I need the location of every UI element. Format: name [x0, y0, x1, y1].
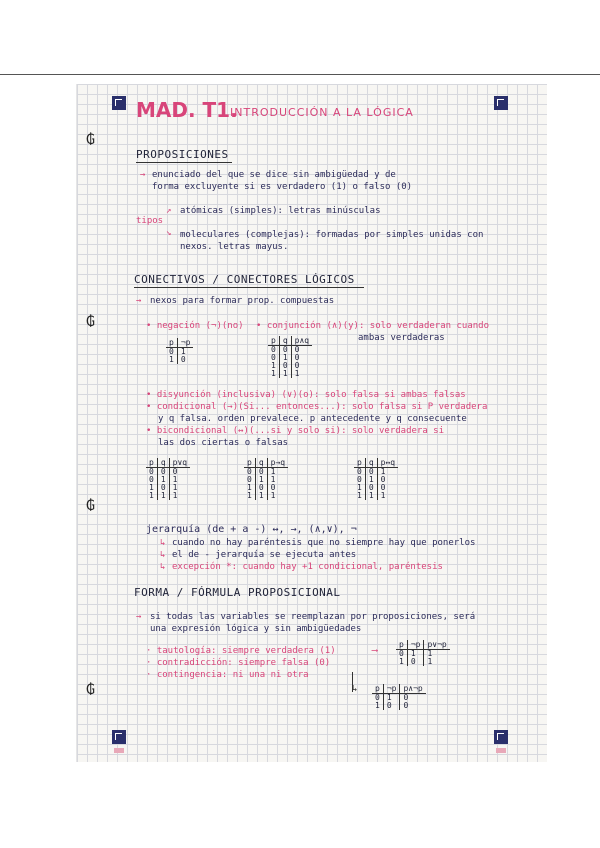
corner-marker-top-left	[112, 96, 126, 110]
negation-label: • negación (¬)(no)	[146, 321, 244, 331]
contingency-label: · contingencia: ni una ni otra	[146, 670, 309, 680]
hierarchy-line: jerarquía (de + a -) ↔, →, (∧,∨), ¬	[146, 524, 357, 535]
arrow-icon: ↘	[166, 228, 172, 238]
negation-truth-table: p ¬p 0 1 1 0	[166, 338, 193, 364]
arrow-icon: →	[140, 170, 146, 180]
arrow-icon: ↳	[160, 562, 166, 572]
binder-ring-icon: ₲	[86, 682, 95, 698]
proposition-definition: enunciado del que se dice sin ambigüedad y de	[152, 170, 396, 180]
hierarchy-exception: excepción *: cuando hay +1 condicional, paréntesis	[172, 562, 443, 572]
binder-ring-icon: ₲	[86, 314, 95, 330]
type-molecular: nexos. letras mayus.	[180, 242, 289, 252]
pink-tab-left	[114, 748, 124, 753]
disjunction-label: • disyunción (inclusiva) (∨)(o): solo falsa si ambas falsas	[146, 390, 466, 400]
formula-definition: una expresión lógica y sin ambigüedades	[150, 624, 362, 634]
corner-marker-top-right	[494, 96, 508, 110]
conjunction-label: • conjunción (∧)(y): solo verdaderan cuando	[256, 321, 489, 331]
scan-top-edge	[0, 74, 600, 75]
contradiction-truth-table: p ¬p p∧¬p 0 1 0 1 0 0	[372, 684, 426, 710]
conditional-note: y q falsa. orden prevalece. p antecedente y q consecuente	[158, 414, 467, 424]
arrow-icon: ↳	[160, 538, 166, 548]
hierarchy-note: el de - jerarquía se ejecuta antes	[172, 550, 357, 560]
connectives-heading: CONECTIVOS / CONECTORES LÓGICOS	[134, 273, 355, 286]
propositions-heading: PROPOSICIONES	[136, 148, 229, 161]
heading-underline	[136, 162, 232, 163]
binder-ring-icon: ₲	[86, 498, 95, 514]
biconditional-note: las dos ciertas o falsas	[158, 438, 289, 448]
binder-ring-icon: ₲	[86, 132, 95, 148]
conditional-truth-table: p q p→q 0 0 1 0 1 1 1 0 0 1 1 1	[244, 458, 288, 500]
biconditional-label: • bicondicional (↔)(...si y solo si): solo verdadera si	[146, 426, 445, 436]
corner-marker-bottom-left	[112, 730, 126, 744]
arrow-icon: ↗	[166, 206, 172, 216]
pink-tab-right	[496, 748, 506, 753]
connectives-intro: nexos para formar prop. compuestas	[150, 296, 335, 306]
arrow-icon: ↳	[352, 684, 358, 694]
contradiction-label: · contradicción: siempre falsa (0)	[146, 658, 331, 668]
hierarchy-note: cuando no hay paréntesis que no siempre hay que ponerlos	[172, 538, 476, 548]
heading-underline	[134, 287, 364, 288]
type-atomic: atómicas (simples): letras minúsculas	[180, 206, 381, 216]
conditional-label: • condicional (→)(Si... entonces...): solo falsa si P verdadera	[146, 402, 488, 412]
type-molecular: moleculares (complejas): formadas por simples unidas con	[180, 230, 484, 240]
proposition-definition: forma excluyente si es verdadero (1) o falso (0)	[152, 182, 413, 192]
page-title: INTRODUCCIÓN A LA LÓGICA	[230, 106, 414, 119]
tautology-label: · tautología: siempre verdadera (1)	[146, 646, 336, 656]
formula-heading: FORMA / FÓRMULA PROPOSICIONAL	[134, 586, 341, 599]
course-code-title: MAD. T1.	[136, 98, 238, 122]
types-label: tipos	[136, 216, 164, 226]
disjunction-truth-table: p q p∨q 0 0 0 0 1 1 1 0 1 1 1 1	[146, 458, 190, 500]
corner-marker-bottom-right	[494, 730, 508, 744]
tautology-truth-table: p ¬p p∨¬p 0 1 1 1 0 1	[396, 640, 450, 666]
formula-definition: si todas las variables se reemplazan por proposiciones, será	[150, 612, 476, 622]
arrow-icon: →	[136, 612, 142, 622]
arrow-icon: ⟶	[372, 646, 378, 656]
conjunction-note: ambas verdaderas	[358, 333, 445, 343]
arrow-icon: →	[136, 296, 142, 306]
conjunction-truth-table: p q p∧q 0 0 0 0 1 0 1 0 0 1 1 1	[268, 336, 312, 378]
biconditional-truth-table: p q p↔q 0 0 1 0 1 0 1 0 0 1 1 1	[354, 458, 398, 500]
arrow-icon: ↳	[160, 550, 166, 560]
